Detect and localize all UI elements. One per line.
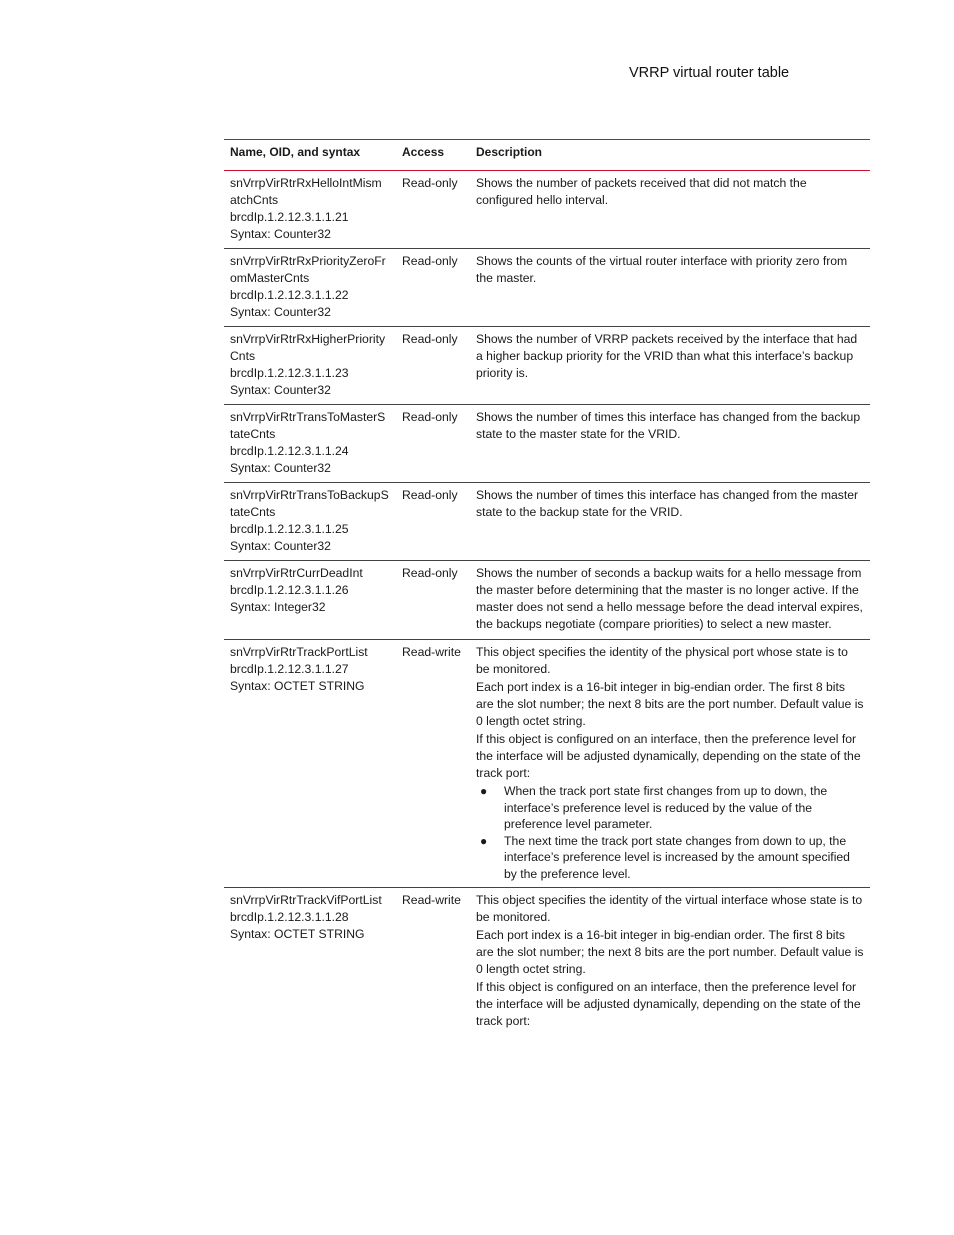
cell-access: Read-only	[396, 327, 470, 405]
running-header-title: VRRP virtual router table	[629, 65, 790, 81]
name-line: tateCnts	[230, 427, 276, 441]
name-line: Syntax: Integer32	[230, 600, 326, 614]
cell-name-oid-syntax	[224, 483, 396, 561]
name-line: Syntax: Counter32	[230, 539, 331, 553]
name-line: tateCnts	[230, 505, 276, 519]
cell-description	[470, 640, 870, 888]
name-line: Cnts	[230, 349, 256, 363]
description-paragraph: Each port index is a 16-bit integer in big-endian order. The first 8 bits are the slot number; the next 8 bits are the port number. Default value is 0 length octet string.	[476, 928, 864, 976]
name-line: brcdIp.1.2.12.3.1.1.28	[230, 910, 349, 924]
description-paragraph: This object specifies the identity of the physical port whose state is to be monitored.	[476, 645, 848, 676]
name-line: brcdIp.1.2.12.3.1.1.25	[230, 522, 349, 536]
bullet-text: The next time the track port state changes from down to up, the interface’s preference level is increased by the amount specified by the preference level.	[504, 833, 850, 881]
description-paragraph: Shows the number of times this interface has changed from the backup state to the master state for the VRID.	[476, 410, 861, 441]
cell-description	[470, 888, 870, 1037]
cell-description	[470, 171, 870, 249]
cell-access: Read-write	[396, 640, 470, 888]
column-header-access: Access	[396, 140, 470, 171]
name-line: Syntax: OCTET STRING	[230, 679, 365, 693]
description-paragraph: This object specifies the identity of the virtual interface whose state is to be monitored.	[476, 893, 863, 924]
table-row	[224, 483, 870, 561]
cell-name-oid-syntax	[224, 405, 396, 483]
name-line: Syntax: Counter32	[230, 305, 331, 319]
description-paragraph: Shows the number of seconds a backup waits for a hello message from the master before determining that the master is no longer active. If the master does not send a hello message before the dead interval expires, the backups negotiate (compare priorities) to select a new master.	[476, 566, 863, 631]
table-row	[224, 327, 870, 405]
description-paragraph: Shows the number of VRRP packets received by the interface that had a higher backup priority for the VRID than what this interface’s backup priority is.	[476, 332, 858, 380]
cell-access: Read-write	[402, 893, 461, 907]
description-paragraph: Each port index is a 16-bit integer in big-endian order. The first 8 bits are the slot number; the next 8 bits are the port number. Default value is 0 length octet string.	[476, 680, 864, 728]
cell-description	[470, 405, 870, 483]
cell-access: Read-only	[396, 249, 470, 327]
name-line: brcdIp.1.2.12.3.1.1.24	[230, 444, 349, 458]
cell-name-oid-syntax	[224, 640, 396, 888]
bullet-item	[476, 833, 864, 883]
cell-name-oid-syntax	[224, 249, 396, 327]
name-line: omMasterCnts	[230, 271, 310, 285]
cell-description	[470, 327, 870, 405]
table-row	[224, 888, 870, 1037]
name-line: snVrrpVirRtrRxPriorityZeroFr	[230, 254, 386, 268]
table-row	[224, 249, 870, 327]
name-line: snVrrpVirRtrRxHelloIntMism	[230, 176, 382, 190]
column-header-description: Description	[470, 140, 870, 171]
cell-access: Read-only	[396, 171, 470, 249]
name-line: Syntax: Counter32	[230, 227, 331, 241]
name-line: snVrrpVirRtrRxHigherPriority	[230, 332, 386, 346]
name-line: brcdIp.1.2.12.3.1.1.21	[230, 210, 349, 224]
cell-description	[470, 483, 870, 561]
name-line: snVrrpVirRtrTransToMasterS	[230, 410, 386, 424]
bullet-list	[476, 783, 864, 882]
table-row	[224, 171, 870, 249]
name-line: brcdIp.1.2.12.3.1.1.23	[230, 366, 349, 380]
name-line: snVrrpVirRtrCurrDeadInt	[230, 566, 363, 580]
cell-description	[470, 249, 870, 327]
table-row	[224, 405, 870, 483]
name-line: brcdIp.1.2.12.3.1.1.27	[230, 662, 349, 676]
table-row	[224, 561, 870, 640]
description-paragraph: Shows the counts of the virtual router interface with priority zero from the master.	[476, 254, 848, 285]
cell-access: Read-only	[396, 405, 470, 483]
mib-object-table	[224, 139, 870, 1036]
header-row	[224, 140, 870, 171]
cell-access: Read-only	[396, 483, 470, 561]
cell-name-oid-syntax	[224, 327, 396, 405]
bullet-dot-icon: ●	[480, 784, 488, 798]
description-paragraph: Shows the number of packets received that did not match the configured hello interval.	[476, 176, 807, 207]
bullet-item	[476, 783, 864, 833]
name-line: Syntax: Counter32	[230, 383, 331, 397]
cell-access: Read-only	[396, 561, 470, 640]
cell-name-oid-syntax	[224, 561, 396, 640]
cell-name-oid-syntax	[224, 171, 396, 249]
bullet-dot-icon: ●	[480, 833, 488, 848]
name-line: brcdIp.1.2.12.3.1.1.26	[230, 583, 349, 597]
name-line: snVrrpVirRtrTrackPortList	[230, 645, 368, 659]
name-line: Syntax: Counter32	[230, 461, 331, 475]
table-body	[224, 171, 870, 1037]
description-paragraph: Shows the number of times this interface has changed from the master state to the backup state for the VRID.	[476, 488, 859, 519]
table-row	[224, 640, 870, 888]
name-line: brcdIp.1.2.12.3.1.1.22	[230, 288, 349, 302]
table-header	[224, 140, 870, 171]
name-line: snVrrpVirRtrTrackVifPortList	[230, 893, 382, 907]
description-paragraph: If this object is configured on an interface, then the preference level for the interface will be adjusted dynamically, depending on the state of the track port:	[476, 732, 861, 780]
cell-name-oid-syntax	[224, 888, 396, 1037]
name-line: atchCnts	[230, 193, 279, 207]
mib-table	[224, 139, 870, 1036]
cell-description	[470, 561, 870, 640]
name-line: Syntax: OCTET STRING	[230, 927, 365, 941]
name-line: snVrrpVirRtrTransToBackupS	[230, 488, 389, 502]
description-paragraph: If this object is configured on an interface, then the preference level for the interface will be adjusted dynamically, depending on the state of the track port:	[476, 980, 861, 1028]
column-header-name: Name, OID, and syntax	[224, 140, 396, 171]
bullet-text: When the track port state first changes from up to down, the interface’s preference level is reduced by the value of the preference level parameter.	[504, 784, 828, 831]
